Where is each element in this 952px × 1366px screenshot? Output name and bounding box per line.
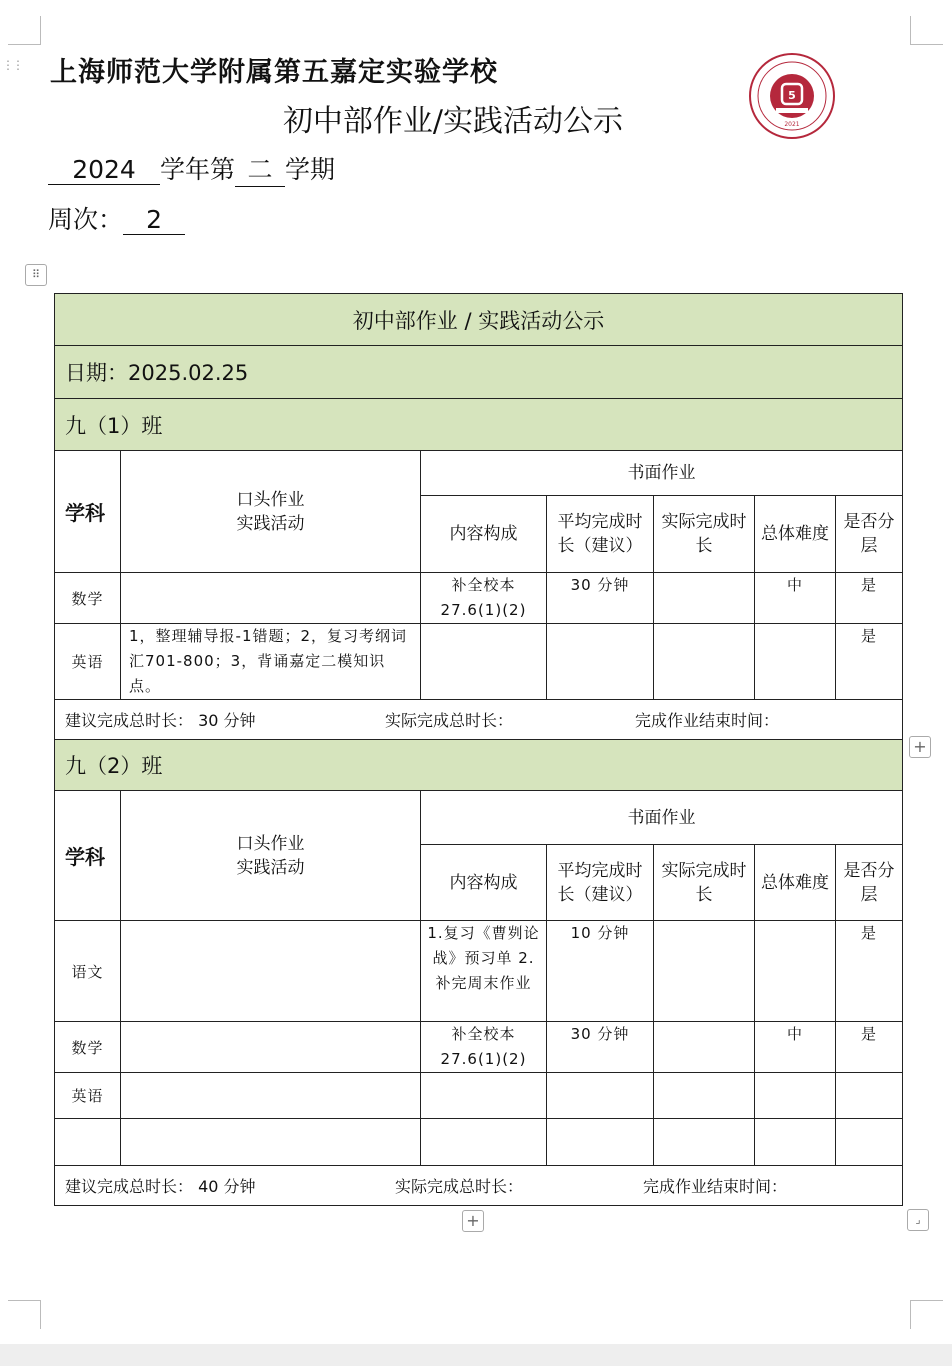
doc-title: 初中部作业/实践活动公示 [282,104,624,139]
row-oral[interactable] [121,1073,421,1119]
header-avg-time: 平均完成时长（建议） [547,496,654,573]
row-content[interactable]: 补全校本27.6(1)(2) [421,573,547,624]
row-oral[interactable]: 1，整理辅导报-1错题；2，复习考纲词汇701-800；3，背诵嘉定二模知识点。 [121,624,421,700]
header-content: 内容构成 [421,845,547,921]
row-avg-time[interactable]: 30 分钟 [547,1022,654,1073]
school-name: 上海师范大学附属第五嘉定实验学校 [50,57,498,88]
row-subject[interactable]: 数学 [55,1022,121,1073]
class-summary [55,1166,903,1206]
summary-end: 完成作业结束时间： [643,1177,788,1196]
crop-mark-top-left [8,16,41,45]
header-layered: 是否分层 [836,496,903,573]
school-logo [746,53,838,139]
row-oral[interactable] [121,573,421,624]
row-content[interactable] [421,1073,547,1119]
homework-table [54,293,903,1206]
table-row [55,921,903,1022]
row-actual-time[interactable] [654,573,755,624]
summary-suggested: 建议完成总时长： 30 分钟 [65,711,256,730]
header-subject: 学科 [55,791,121,921]
term-suffix: 学期 [285,155,336,184]
table-title: 初中部作业 / 实践活动公示 [55,294,903,346]
row-subject[interactable] [55,1119,121,1166]
table-row [55,573,903,624]
header-written: 书面作业 [421,451,903,496]
table-date: 日期：2025.02.25 [55,346,903,399]
add-column-button[interactable]: + [909,736,931,758]
header-actual-time: 实际完成时长 [654,845,755,921]
header-oral: 口头作业 实践活动 [121,791,421,921]
row-avg-time[interactable]: 10 分钟 [547,921,654,1022]
row-avg-time[interactable] [547,1073,654,1119]
row-avg-time[interactable]: 30 分钟 [547,573,654,624]
table-move-handle-icon[interactable]: ⠿ [25,264,47,286]
week-line [48,200,185,236]
table-row [55,624,903,700]
header-layered: 是否分层 [836,845,903,921]
row-subject[interactable]: 数学 [55,573,121,624]
summary-actual: 实际完成总时长： [385,711,514,730]
term-mid: 学年第 [160,155,236,184]
row-layered[interactable]: 是 [836,1022,903,1073]
row-layered[interactable] [836,1073,903,1119]
row-subject[interactable]: 英语 [55,1073,121,1119]
header-written: 书面作业 [421,791,903,845]
row-content[interactable]: 1.复习《曹刿论战》预习单 2.补完周末作业 [421,921,547,1022]
row-actual-time[interactable] [654,1022,755,1073]
row-difficulty[interactable]: 中 [755,573,836,624]
header-difficulty: 总体难度 [755,496,836,573]
row-layered[interactable] [836,1119,903,1166]
header-subject: 学科 [55,451,121,573]
row-subject[interactable]: 英语 [55,624,121,700]
table-row [55,1119,903,1166]
row-layered[interactable]: 是 [836,573,903,624]
row-actual-time[interactable] [654,1073,755,1119]
row-layered[interactable]: 是 [836,624,903,700]
header-oral: 口头作业 实践活动 [121,451,421,573]
term-year[interactable]: 2024 [48,155,160,185]
row-actual-time[interactable] [654,624,755,700]
header-avg-time: 平均完成时长（建议） [547,845,654,921]
row-oral[interactable] [121,1119,421,1166]
row-oral[interactable] [121,1022,421,1073]
class-heading: 九（1）班 [55,399,903,451]
row-difficulty[interactable] [755,624,836,700]
row-subject[interactable]: 语文 [55,921,121,1022]
svg-text:5: 5 [788,89,796,102]
row-oral[interactable] [121,921,421,1022]
crop-mark-bottom-left [8,1300,41,1329]
svg-text:2021: 2021 [784,121,800,128]
class-heading: 九（2）班 [55,740,903,791]
row-avg-time[interactable] [547,1119,654,1166]
summary-end: 完成作业结束时间： [635,711,780,730]
row-difficulty[interactable]: 中 [755,1022,836,1073]
term-line [48,150,335,187]
summary-actual: 实际完成总时长： [395,1177,524,1196]
week-label: 周次： [48,205,124,234]
week-value[interactable]: 2 [123,205,185,235]
row-content[interactable] [421,624,547,700]
table-row [55,1022,903,1073]
header-actual-time: 实际完成时长 [654,496,755,573]
row-difficulty[interactable] [755,1073,836,1119]
row-avg-time[interactable] [547,624,654,700]
row-content[interactable]: 补全校本27.6(1)(2) [421,1022,547,1073]
row-actual-time[interactable] [654,921,755,1022]
header-difficulty: 总体难度 [755,845,836,921]
class-summary [55,700,903,740]
row-layered[interactable]: 是 [836,921,903,1022]
crop-mark-bottom-right [910,1300,943,1329]
table-resize-icon[interactable]: ⌟ [907,1209,929,1231]
add-row-button[interactable]: + [462,1210,484,1232]
row-content[interactable] [421,1119,547,1166]
crop-mark-top-right [910,16,943,45]
row-difficulty[interactable] [755,921,836,1022]
header-content: 内容构成 [421,496,547,573]
summary-suggested: 建议完成总时长： 40 分钟 [65,1177,256,1196]
row-actual-time[interactable] [654,1119,755,1166]
page-gutter [0,1344,952,1366]
row-difficulty[interactable] [755,1119,836,1166]
drag-handle-icon[interactable]: ⋮⋮ [2,58,22,72]
table-row [55,1073,903,1119]
term-number[interactable]: 二 [235,150,285,187]
